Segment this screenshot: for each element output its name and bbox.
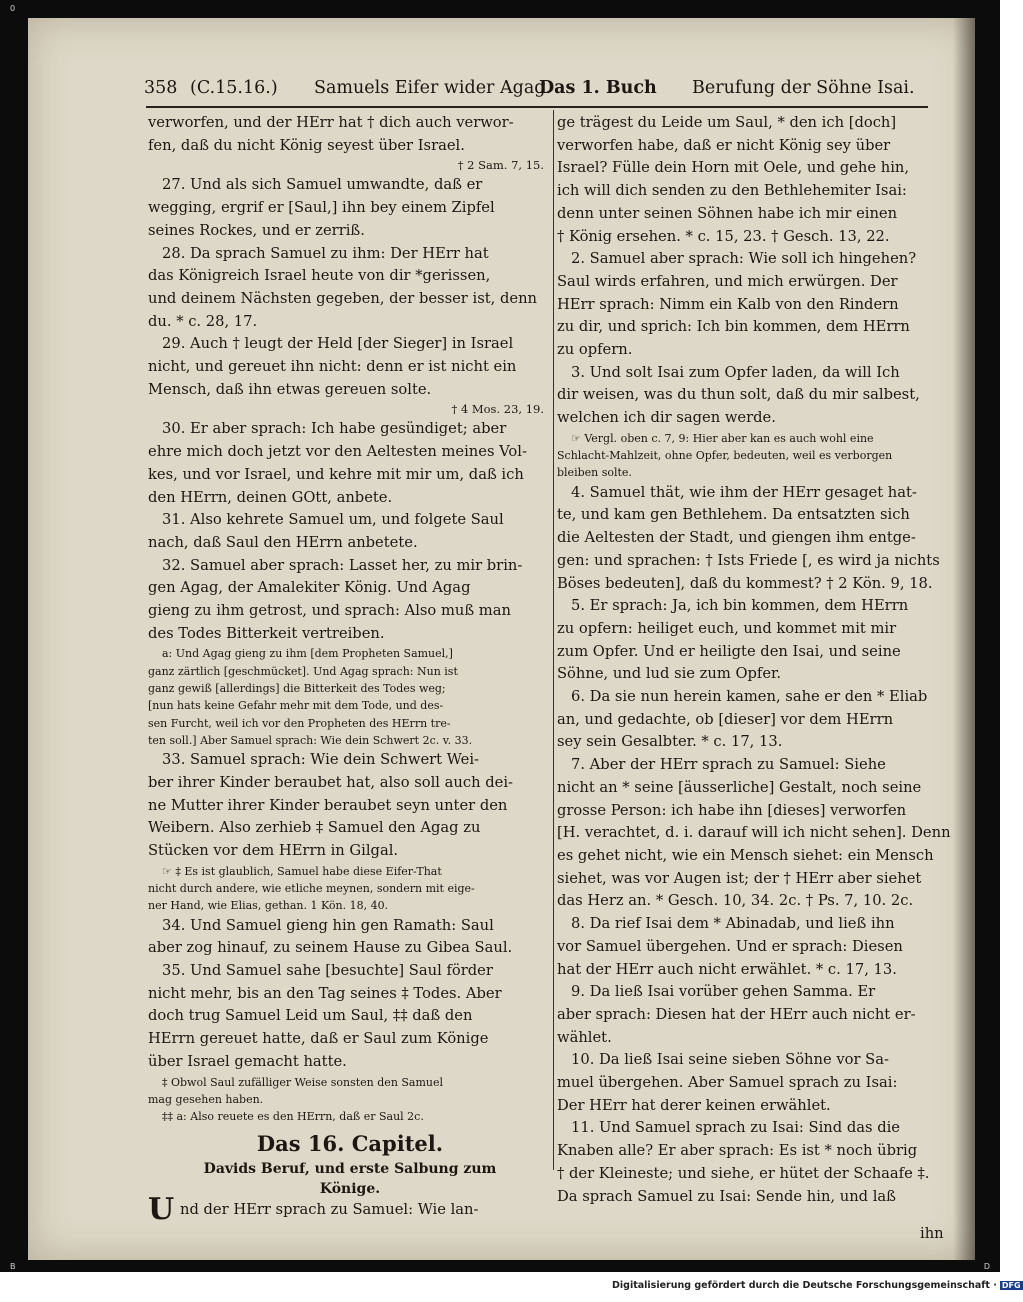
- right-column-line: 6. Da sie nun herein kamen, sahe er den * Eliab: [571, 688, 928, 706]
- left-column-line: [nun hats keine Gefahr mehr mit dem Tode, und des-: [148, 699, 444, 713]
- right-column-lines: [557, 112, 955, 1208]
- left-column-line: nach, daß Saul den HErrn anbetete.: [148, 533, 418, 551]
- right-column-line: vor Samuel übergehen. Und er sprach: Diesen: [557, 937, 903, 955]
- right-column-line: muel übergehen. Aber Samuel sprach zu Isai:: [557, 1074, 898, 1092]
- chapter-summary-line-1: Davids Beruf, und erste Salbung zum: [203, 1161, 497, 1178]
- left-column: [148, 112, 552, 1228]
- right-column-line: zum Opfer. Und er heiligte den Isai, und seine: [557, 642, 901, 660]
- left-column-line: seines Rockes, und er zerriß.: [148, 221, 365, 239]
- right-column-line: nicht an * seine [äusserliche] Gestalt, noch seine: [557, 778, 922, 796]
- left-column-line: 30. Er aber sprach: Ich habe gesündiget; aber: [162, 420, 507, 438]
- right-column-line: te, und kam gen Bethlehem. Da entsatzten sich: [557, 506, 910, 524]
- right-column-line: bleiben solte.: [557, 466, 632, 480]
- right-column-line: HErr sprach: Nimm ein Kalb von den Rindern: [557, 295, 899, 313]
- right-column-line: 8. Da rief Isai dem * Abinadab, und ließ ihn: [571, 915, 895, 933]
- chapter-first-line: [148, 1192, 552, 1228]
- right-column-line: Da sprach Samuel zu Isai: Sende hin, und laß: [557, 1187, 896, 1205]
- left-column-line: du. * c. 28, 17.: [148, 312, 258, 330]
- left-column-line: über Israel gemacht hatte.: [148, 1052, 347, 1070]
- right-column-line: 7. Aber der HErr sprach zu Samuel: Siehe: [571, 756, 886, 774]
- right-column-line: zu dir, und sprich: Ich bin kommen, dem HErrn: [557, 318, 910, 336]
- dfg-logo: DFG: [1001, 1281, 1021, 1290]
- right-column-line: sey sein Gesalbter. * c. 17, 13.: [557, 733, 783, 751]
- right-column-line: Knaben alle? Er aber sprach: Es ist * noch übrig: [557, 1142, 918, 1160]
- left-column-line: ‡ Obwol Saul zufälliger Weise sonsten den Samuel: [162, 1075, 444, 1089]
- left-column-line: des Todes Bitterkeit vertreiben.: [148, 624, 385, 642]
- header-title: Samuels Eifer wider Agag.: [314, 78, 552, 98]
- left-column-line: HErrn gereuet hatte, daß er Saul zum Könige: [148, 1030, 489, 1048]
- left-column-line: sen Furcht, weil ich vor den Propheten des HErrn tre-: [148, 716, 451, 730]
- right-column-line: 4. Samuel thät, wie ihm der HErr gesaget hat-: [571, 483, 917, 501]
- left-column-line: ten soll.] Aber Samuel sprach: Wie dein Schwert 2c. v. 33.: [148, 733, 473, 747]
- right-column-line: denn unter seinen Söhnen habe ich mir einen: [557, 204, 898, 222]
- left-column-line: 28. Da sprach Samuel zu ihm: Der HErr hat: [162, 244, 489, 262]
- drop-cap: U: [148, 1192, 175, 1228]
- header-rule: [146, 106, 928, 108]
- left-column-line: gen Agag, der Amalekiter König. Und Agag: [148, 579, 471, 597]
- left-column-line: kes, und vor Israel, und kehre mit mir um, daß ich: [148, 465, 524, 483]
- left-column-line: ☞ ‡ Es ist glaublich, Samuel habe diese Eifer-That: [162, 864, 442, 878]
- left-column-line: 27. Und als sich Samuel umwandte, daß er: [162, 176, 483, 194]
- left-column-line: doch trug Samuel Leid um Saul, ‡‡ daß den: [148, 1007, 473, 1025]
- left-column-line: a: Und Agag gieng zu ihm [dem Propheten Samuel,]: [162, 647, 453, 661]
- right-column-line: 5. Er sprach: Ja, ich bin kommen, dem HErrn: [571, 597, 909, 615]
- right-column-line: gen: und sprachen: † Ists Friede [, es wird ja nichts: [557, 551, 940, 569]
- left-column-line: den HErrn, deinen GOtt, anbete.: [148, 488, 393, 506]
- left-column-line: ‡‡ a: Also reuete es den HErrn, daß er Saul 2c.: [162, 1110, 424, 1124]
- chapter-heading: Das 16. Capitel.: [256, 1131, 444, 1157]
- left-column-line: Weibern. Also zerhieb ‡ Samuel den Agag zu: [148, 819, 481, 837]
- left-column-line: verworfen, und der HErr hat † dich auch verwor-: [148, 114, 514, 131]
- scan-tag-top-left: 0: [10, 4, 16, 13]
- right-column-line: wählet.: [557, 1028, 612, 1046]
- left-column-line: Stücken vor dem HErrn in Gilgal.: [148, 842, 399, 860]
- right-column-line: grosse Person: ich habe ihn [dieses] verworfen: [557, 801, 907, 819]
- right-column-line: Böses bedeuten], daß du kommest? † 2 Kön. 9, 18.: [557, 574, 933, 592]
- right-column-line: zu opfern.: [557, 341, 633, 359]
- left-column-lines: [148, 112, 552, 1125]
- right-column-line: siehet, was vor Augen ist; der † HErr aber siehet: [557, 869, 922, 887]
- right-column-line: aber sprach: Diesen hat der HErr auch nicht er-: [557, 1005, 916, 1023]
- right-column-line: Der HErr hat derer keinen erwählet.: [557, 1096, 831, 1114]
- right-column-line: 2. Samuel aber sprach: Wie soll ich hingehen?: [571, 250, 917, 268]
- left-column-line: nicht durch andere, wie etliche meynen, sondern mit eige-: [148, 882, 475, 896]
- right-column-line: dir weisen, was du thun solt, daß du mir salbest,: [557, 386, 920, 404]
- header-book: Das 1. Buch: [539, 78, 657, 98]
- left-column-line: 34. Und Samuel gieng hin gen Ramath: Saul: [162, 916, 494, 934]
- left-column-line: † 2 Sam. 7, 15.: [457, 158, 544, 173]
- column-divider: [553, 110, 554, 1170]
- left-column-line: und deinem Nächsten gegeben, der besser ist, denn: [148, 289, 537, 307]
- right-column-line: [H. verachtet, d. i. darauf will ich nicht sehen]. Denn: [557, 824, 951, 842]
- right-column-line: Schlacht-Mahlzeit, ohne Opfer, bedeuten, weil es verborgen: [557, 449, 893, 463]
- right-column-line: ich will dich senden zu den Bethlehemiter Isai:: [557, 182, 907, 200]
- left-column-line: † 4 Mos. 23, 19.: [451, 402, 544, 417]
- footer-text: Digitalisierung gefördert durch die Deutsche Forschungsgemeinschaft ·: [612, 1280, 997, 1291]
- right-column-line: ☞ Vergl. oben c. 7, 9: Hier aber kan es auch wohl eine: [571, 431, 874, 445]
- funding-footer: [612, 1280, 1023, 1291]
- left-column-line: ner Hand, wie Elias, gethan. 1 Kön. 18, 40.: [148, 899, 389, 913]
- right-column-line: 9. Da ließ Isai vorüber gehen Samma. Er: [571, 983, 876, 1001]
- left-column-line: 29. Auch † leugt der Held [der Sieger] in Israel: [162, 335, 514, 353]
- left-column-line: ganz gewiß [allerdings] die Bitterkeit des Todes weg;: [148, 682, 446, 696]
- catchword: ihn: [920, 1225, 944, 1242]
- left-column-line: 35. Und Samuel sahe [besuchte] Saul förder: [162, 962, 493, 980]
- right-column-line: es gehet nicht, wie ein Mensch siehet: ein Mensch: [557, 846, 934, 864]
- right-column-line: † der Kleineste; und siehe, er hütet der Schaafe ‡.: [557, 1164, 930, 1182]
- right-column-line: 10. Da ließ Isai seine sieben Söhne vor Sa-: [571, 1051, 889, 1069]
- right-column-line: ge trägest du Leide um Saul, * den ich [doch]: [557, 114, 897, 131]
- right-column-line: Israel? Fülle dein Horn mit Oele, und gehe hin,: [557, 159, 910, 177]
- left-column-line: aber zog hinauf, zu seinem Hause zu Gibea Saul.: [148, 939, 513, 957]
- right-column-line: 3. Und solt Isai zum Opfer laden, da will Ich: [571, 363, 900, 381]
- left-column-line: wegging, ergrif er [Saul,] ihn bey einem Zipfel: [148, 199, 495, 217]
- right-column-line: zu opfern: heiliget euch, und kommet mit mir: [557, 619, 897, 637]
- left-column-line: nicht, und gereuet ihn nicht: denn er ist nicht ein: [148, 358, 517, 376]
- left-column-line: ehre mich doch jetzt vor den Aeltesten meines Vol-: [148, 443, 527, 461]
- right-column-line: 11. Und Samuel sprach zu Isai: Sind das die: [571, 1119, 900, 1137]
- chapter-reference: (C.15.16.): [190, 78, 278, 98]
- left-column-line: fen, daß du nicht König seyest über Israel.: [148, 136, 465, 154]
- right-column-line: hat der HErr auch nicht erwählet. * c. 17, 13.: [557, 960, 897, 978]
- chapter-summary-line-2: Könige.: [319, 1181, 381, 1198]
- left-column-line: ne Mutter ihrer Kinder beraubet seyn unter den: [148, 796, 508, 814]
- chapter-first-line-text: nd der HErr sprach zu Samuel: Wie lan-: [180, 1201, 479, 1219]
- left-column-line: das Königreich Israel heute von dir *gerissen,: [148, 267, 491, 285]
- left-column-line: mag gesehen haben.: [148, 1092, 264, 1106]
- left-column-line: ber ihrer Kinder beraubet hat, also soll auch dei-: [148, 773, 513, 791]
- right-column-line: die Aeltesten der Stadt, und giengen ihm entge-: [557, 529, 916, 547]
- right-column-line: Söhne, und lud sie zum Opfer.: [557, 665, 782, 683]
- right-column-line: welchen ich dir sagen werde.: [557, 409, 776, 427]
- left-column-line: 33. Samuel sprach: Wie dein Schwert Wei-: [162, 751, 479, 769]
- right-column: [557, 112, 955, 1208]
- scan-tag-bottom-right: D: [983, 1262, 990, 1271]
- header-right-title: Berufung der Söhne Isai.: [692, 78, 915, 98]
- left-column-line: 31. Also kehrete Samuel um, und folgete Saul: [162, 511, 504, 529]
- right-column-line: an, und gedachte, ob [dieser] vor dem HErrn: [557, 710, 894, 728]
- left-column-line: Mensch, daß ihn etwas gereuen solte.: [148, 380, 432, 398]
- left-column-line: gieng zu ihm getrost, und sprach: Also muß man: [148, 602, 511, 620]
- page-number: 358: [144, 78, 178, 98]
- left-column-line: nicht mehr, bis an den Tag seines ‡ Todes. Aber: [148, 984, 502, 1002]
- scan-tag-bottom-left: B: [10, 1262, 16, 1271]
- right-column-line: † König ersehen. * c. 15, 23. † Gesch. 13, 22.: [557, 227, 890, 245]
- right-column-line: das Herz an. * Gesch. 10, 34. 2c. † Ps. 7, 10. 2c.: [557, 892, 914, 910]
- running-header: [144, 74, 930, 106]
- right-column-line: Saul wirds erfahren, und mich erwürgen. Der: [557, 272, 898, 290]
- left-column-line: ganz zärtlich [geschmücket]. Und Agag sprach: Nun ist: [148, 664, 458, 678]
- left-column-line: 32. Samuel aber sprach: Lasset her, zu mir brin-: [162, 556, 523, 574]
- right-column-line: verworfen habe, daß er nicht König sey über: [557, 136, 891, 154]
